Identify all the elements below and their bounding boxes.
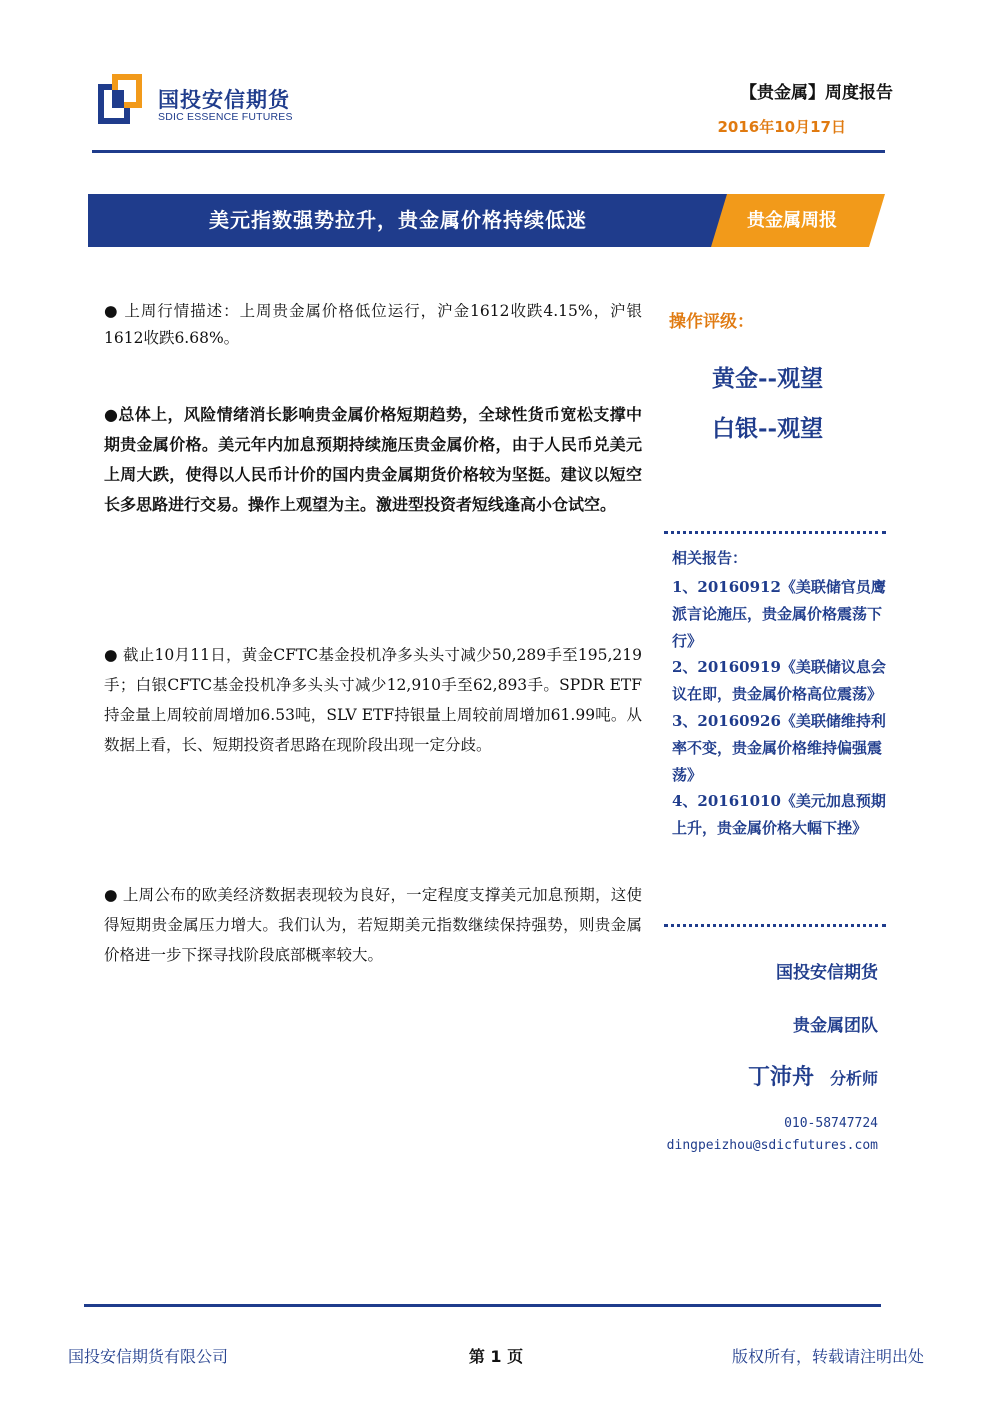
report-title: 美元指数强势拉升，贵金属价格持续低迷: [209, 208, 587, 232]
sdic-logo-icon: [98, 74, 142, 124]
related-report-item[interactable]: 2、20160919《美联储议息会议在即，贵金属价格高位震荡》: [672, 658, 886, 704]
market-summary-paragraph: ● 上周行情描述：上周贵金属价格低位运行，沪金1612收跌4.15%，沪银1612收跌6.68%。: [104, 302, 642, 347]
copyright-notice: 版权所有，转载请注明出处: [731, 1347, 924, 1366]
related-report-item[interactable]: 3、20160926《美联储维持利率不变，贵金属价格维持偏强震荡》: [672, 711, 886, 784]
overall-view-paragraph: ●总体上，风险情绪消长影响贵金属价格短期趋势，全球性货币宽松支撑中期贵金属价格。美元年内加息预期持续施压贵金属价格，由于人民币兑美元上周大跌，使得以人民币计价的国内贵金属期货价格较为坚挺。建议以短空长多思路进行交易。操作上观望为主。激进型投资者短线逢高小仓试空。: [104, 405, 642, 514]
header-divider: [92, 150, 885, 153]
footer-company: 国投安信期货有限公司: [68, 1347, 229, 1366]
analyst-line: [748, 1060, 878, 1091]
rating-silver: 白银--观望: [712, 415, 824, 442]
analyst-phone: 010-58747724: [784, 1116, 878, 1131]
dotted-divider: [664, 924, 886, 927]
report-date: 2016年10月17日: [717, 118, 846, 136]
related-reports-list: [672, 574, 886, 842]
report-type: 【贵金属】周度报告: [740, 83, 893, 103]
related-report-item[interactable]: 1、20160912《美联储官员鹰派言论施压，贵金属价格震荡下行》: [672, 578, 886, 650]
report-category-tag: 贵金属周报: [747, 210, 837, 231]
author-company: 国投安信期货: [776, 963, 878, 983]
company-logo-subtitle: SDIC ESSENCE FUTURES: [158, 111, 293, 123]
company-logo-text: 国投安信期货: [158, 88, 290, 112]
rating-gold: 黄金--观望: [712, 365, 824, 392]
dotted-divider: [664, 531, 886, 534]
analyst-email[interactable]: dingpeizhou@sdicfutures.com: [666, 1138, 878, 1153]
related-reports-title: 相关报告：: [672, 549, 748, 567]
related-report-item[interactable]: 4、20161010《美元加息预期上升，贵金属价格大幅下挫》: [672, 792, 886, 838]
page-number: 第 1 页: [468, 1347, 524, 1366]
cftc-positions-paragraph: ● 截止10月11日，黄金CFTC基金投机净多头头寸减少50,289手至195,219手；白银CFTC基金投机净多头头寸减少12,910手至62,893手。SPDR ETF持金量上周较前周增加6.53吨，SLV ETF持银量上周较前周增加61.99吨。从数据上看，长、短期投资者思路在现阶段出现一定分歧。: [104, 646, 642, 754]
macro-data-paragraph: ● 上周公布的欧美经济数据表现较为良好，一定程度支撑美元加息预期，这使得短期贵金属压力增大。我们认为，若短期美元指数继续保持强势，则贵金属价格进一步下探寻找阶段底部概率较大。: [104, 886, 642, 964]
analyst-name: 丁沛舟: [747, 1065, 814, 1090]
analyst-role: 分析师: [829, 1069, 878, 1088]
author-team: 贵金属团队: [793, 1016, 878, 1036]
rating-label: 操作评级：: [669, 312, 754, 332]
footer-divider: [84, 1304, 881, 1307]
